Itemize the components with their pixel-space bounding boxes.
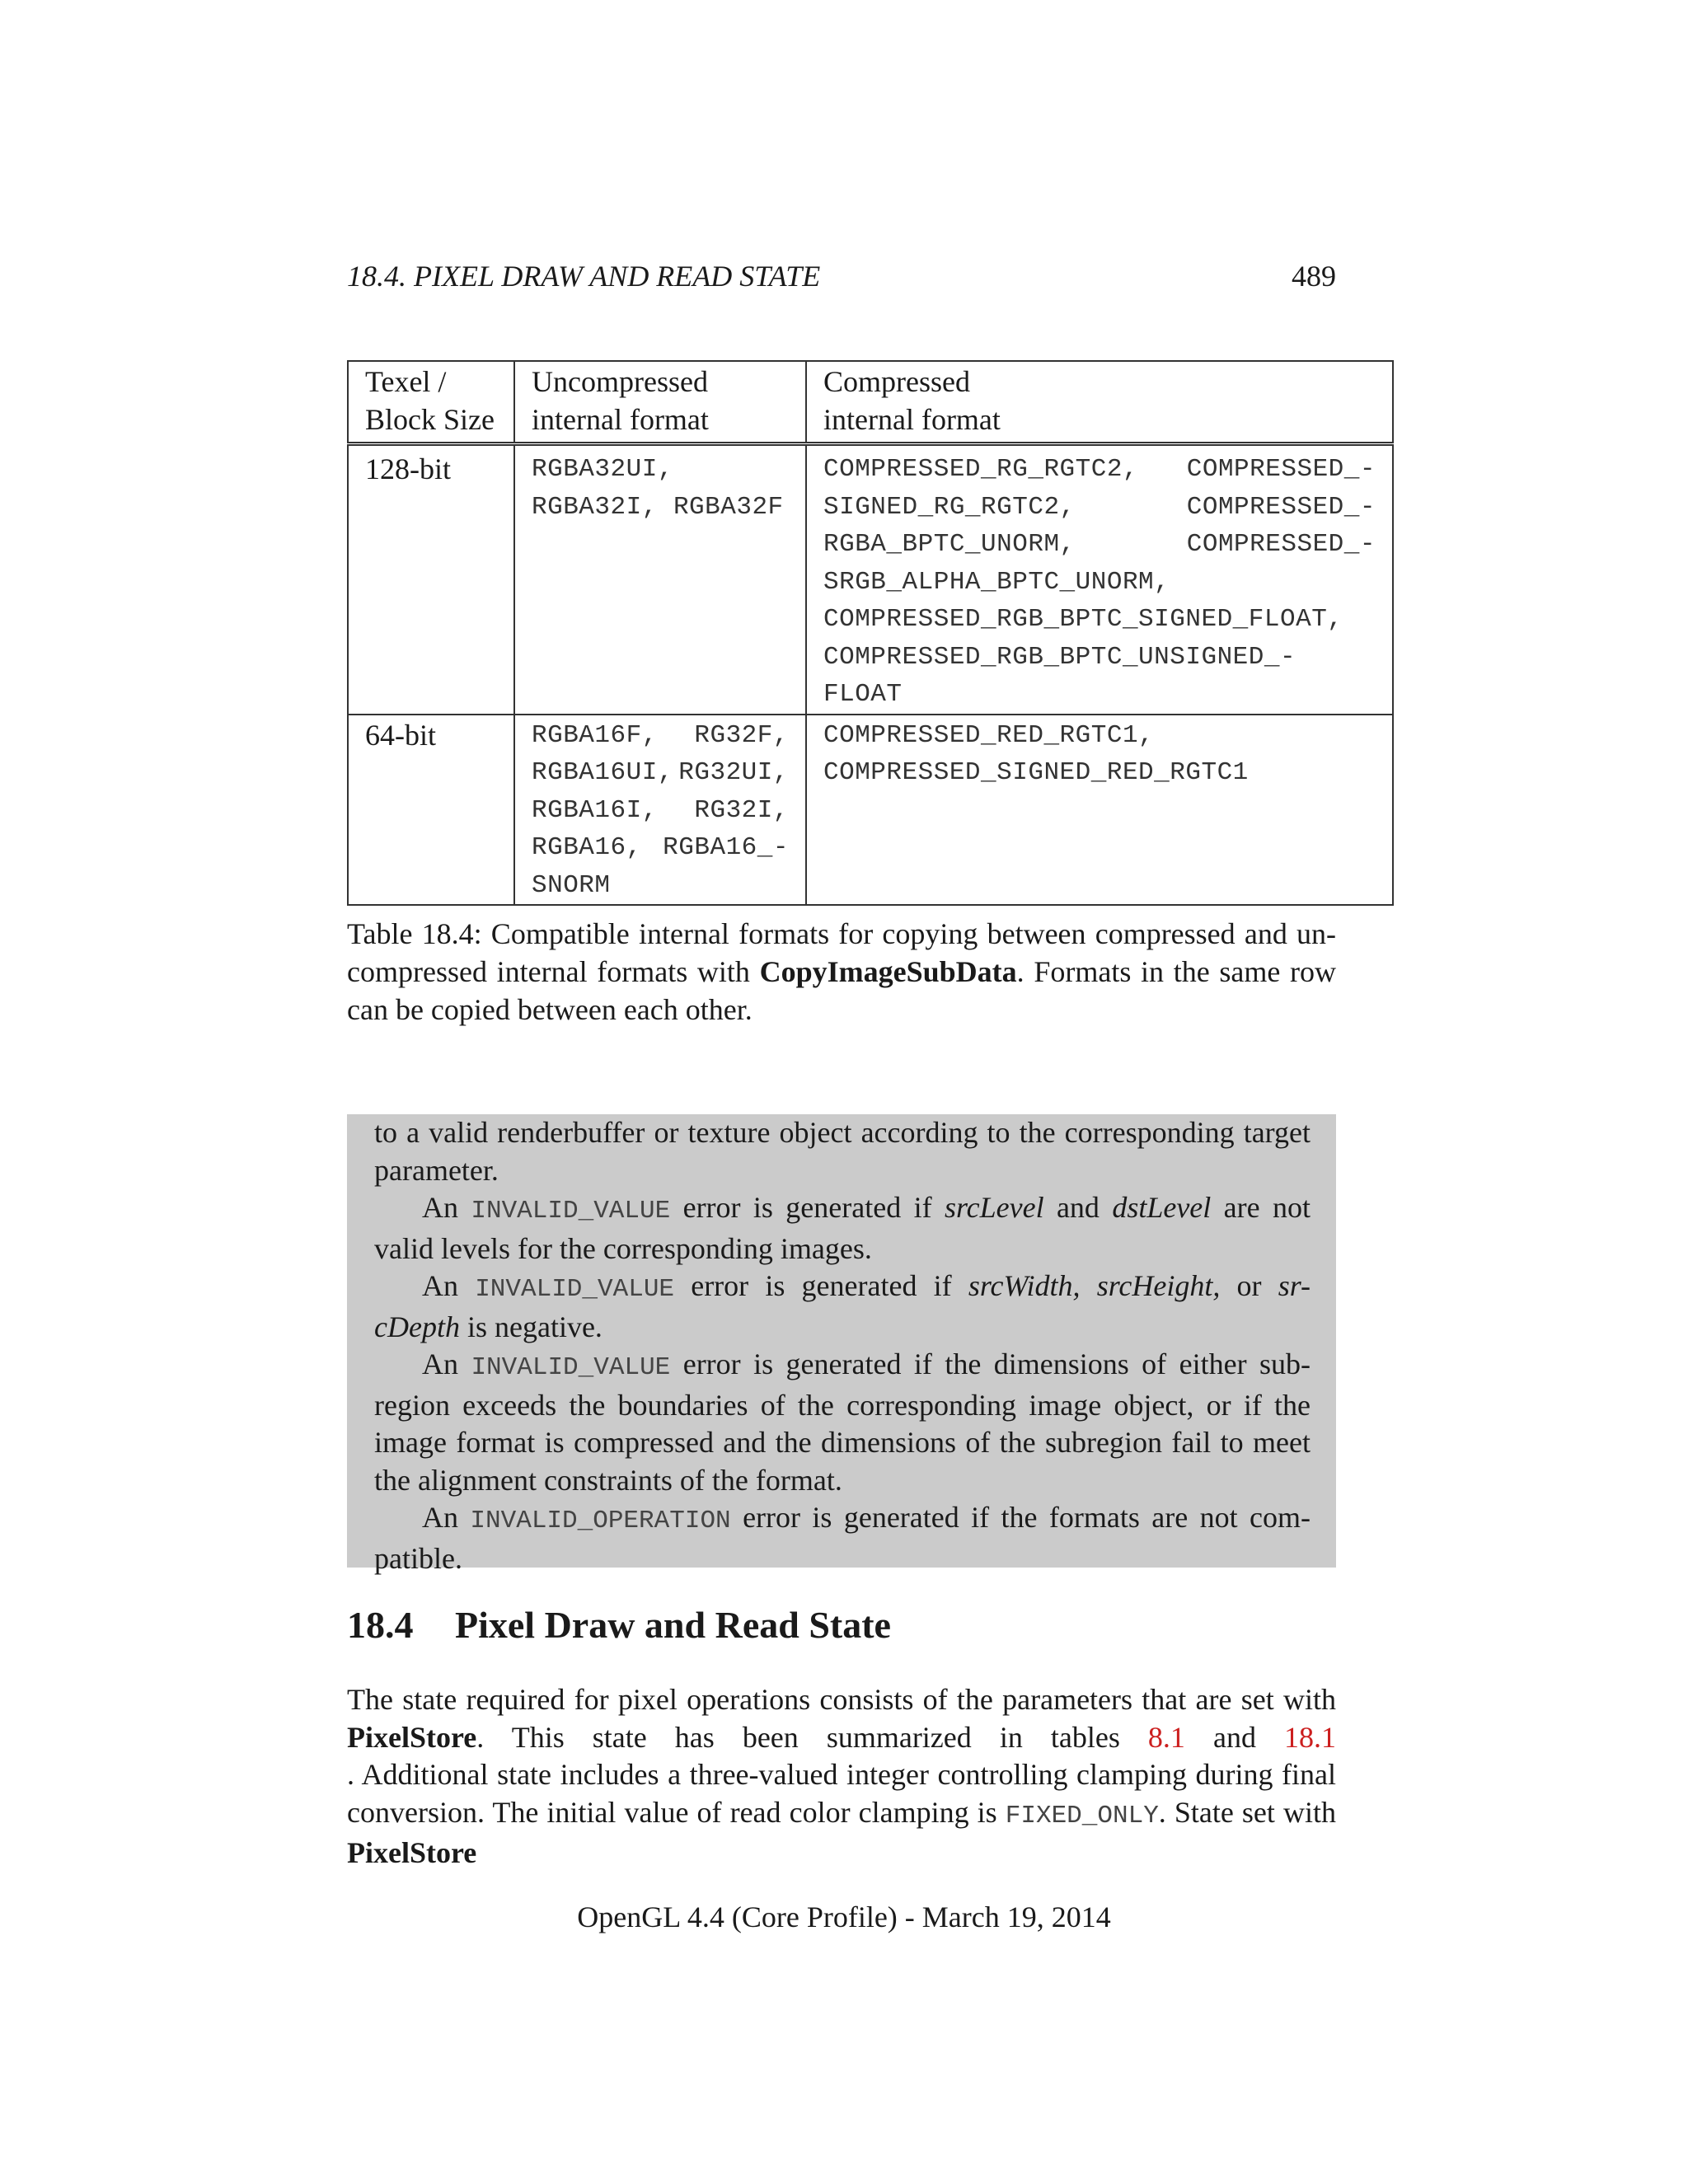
error-text: error is generated if — [691, 1269, 952, 1302]
error-code: INVALID_VALUE — [475, 1275, 675, 1304]
section-heading — [347, 1603, 891, 1647]
format-line: COMPRESSED_SIGNED_RED_RGTC1 — [823, 758, 1249, 787]
body-text: and — [1212, 1720, 1256, 1754]
caption-text: . Formats in the same row can be copied between each other. — [347, 955, 1336, 1026]
header-compressed — [806, 361, 1393, 444]
format-name: RGBA32F — [673, 492, 784, 522]
error-text: error is generated if the formats are not com- — [743, 1501, 1311, 1534]
error-text: An — [422, 1347, 458, 1380]
table-row — [348, 715, 1393, 906]
compressed-formats-cell — [806, 715, 1393, 906]
inline-code: FIXED_ONLY — [1005, 1801, 1159, 1830]
page-number: 489 — [1292, 260, 1336, 293]
format-line: SNORM — [532, 870, 611, 900]
running-head — [347, 259, 1336, 300]
format-name: RGBA16UI, — [532, 758, 673, 787]
error-paragraph-srclevel — [374, 1189, 1311, 1230]
format-line — [532, 451, 789, 489]
error-text-line: the alignment constraints of the format. — [374, 1463, 842, 1497]
format-name: RG32F, — [694, 720, 789, 750]
format-line — [823, 451, 1376, 489]
header-line: internal format — [532, 402, 709, 436]
caption-command: CopyImageSubData — [759, 955, 1017, 988]
table-caption — [347, 915, 1336, 1029]
format-line: SRGB_ALPHA_BPTC_UNORM, — [823, 567, 1170, 597]
table-header-row — [348, 361, 1393, 444]
error-text: An — [422, 1501, 458, 1534]
header-line: internal format — [823, 402, 1001, 436]
error-text-line: image format is compressed and the dimensions of the subregion fail to meet — [374, 1426, 1311, 1459]
section-number: 18.4 — [347, 1604, 414, 1646]
error-text: are not — [1223, 1191, 1311, 1224]
format-name: RGBA32I, — [532, 492, 658, 522]
compatible-formats-table — [347, 360, 1394, 906]
format-name: COMPRESSED_- — [1186, 455, 1376, 484]
format-line — [532, 792, 789, 830]
error-text: or — [1236, 1269, 1262, 1302]
error-text-line: valid levels for the corresponding images. — [374, 1231, 872, 1265]
format-line: COMPRESSED_RED_RGTC1, — [823, 720, 1155, 750]
header-line: Uncompressed — [532, 365, 708, 398]
header-texel-block-size — [348, 361, 514, 444]
format-line — [532, 829, 789, 867]
error-paragraph-srcwidth — [374, 1268, 1311, 1309]
format-line: FLOAT — [823, 680, 903, 709]
format-line — [823, 526, 1376, 564]
format-line: COMPRESSED_RGB_BPTC_SIGNED_FLOAT, — [823, 605, 1343, 634]
body-paragraph — [347, 1681, 1336, 1872]
format-name: RGBA16I, — [532, 795, 658, 825]
format-name: COMPRESSED_RG_RGTC2, — [823, 455, 1139, 484]
block-size-cell: 128-bit — [348, 444, 514, 715]
error-text: and — [1056, 1191, 1100, 1224]
error-text: An — [422, 1191, 458, 1224]
param-name: srcWidth, — [968, 1269, 1081, 1302]
body-text: . This state has been summarized in tables — [476, 1720, 1120, 1754]
command-name: PixelStore — [347, 1836, 477, 1869]
section-title: Pixel Draw and Read State — [455, 1604, 891, 1646]
format-name: RGBA16, — [532, 833, 642, 862]
format-line: COMPRESSED_RGB_BPTC_UNSIGNED_- — [823, 642, 1296, 672]
param-name: dstLevel — [1112, 1191, 1212, 1224]
param-name: srcHeight, — [1096, 1269, 1221, 1302]
param-name: cDepth — [374, 1310, 460, 1343]
header-line: Compressed — [823, 365, 970, 398]
error-text: error is generated if — [682, 1191, 932, 1224]
caption-text: Table 18.4: Compatible internal formats for copying between compressed and un-compressed internal formats with — [347, 917, 1336, 988]
uncompressed-formats-cell — [514, 444, 806, 715]
table-ref-link[interactable]: 18.1 — [1284, 1720, 1337, 1754]
error-paragraph-dimensions — [374, 1346, 1311, 1387]
format-name: RG32I, — [694, 795, 789, 825]
body-text: . Additional state includes a three-valued integer controlling clamping during final conversion. The initial value of read color clamping is — [347, 1758, 1336, 1829]
command-name: PixelStore — [347, 1720, 477, 1754]
page-footer: OpenGL 4.4 (Core Profile) - March 19, 2014 — [577, 1900, 1111, 1933]
format-line — [532, 489, 789, 527]
header-line: Block Size — [365, 402, 495, 436]
format-name: COMPRESSED_- — [1186, 530, 1376, 559]
body-text-line: The state required for pixel operations consists of the parameters that are set with — [347, 1683, 1336, 1716]
error-code: INVALID_VALUE — [471, 1197, 671, 1226]
param-name: sr- — [1278, 1269, 1311, 1302]
format-name: RGBA16F, — [532, 720, 658, 750]
header-uncompressed — [514, 361, 806, 444]
error-text: error is generated if the dimensions of either sub- — [682, 1347, 1311, 1380]
error-paragraph-formats — [374, 1499, 1311, 1540]
body-text: . State set with — [1158, 1795, 1336, 1829]
format-line — [532, 754, 789, 792]
running-head-section: 18.4. PIXEL DRAW AND READ STATE — [347, 260, 821, 293]
compressed-formats-cell — [806, 444, 1393, 715]
format-line — [823, 489, 1376, 527]
format-name: SIGNED_RG_RGTC2, — [823, 492, 1076, 522]
header-line: Texel / — [365, 365, 447, 398]
error-text-line: region exceeds the boundaries of the corresponding image object, or if the — [374, 1388, 1311, 1422]
error-text: is negative. — [467, 1310, 603, 1343]
error-code: INVALID_OPERATION — [470, 1507, 731, 1535]
error-text: An — [422, 1269, 458, 1302]
errors-box — [347, 1114, 1336, 1575]
param-name: srcLevel — [944, 1191, 1044, 1224]
format-name: RG32UI, — [678, 758, 789, 787]
format-name: COMPRESSED_- — [1186, 492, 1376, 522]
format-name: RGBA16_- — [663, 833, 789, 862]
table-row — [348, 444, 1393, 715]
format-name: RGBA_BPTC_UNORM, — [823, 530, 1076, 559]
uncompressed-formats-cell — [514, 715, 806, 906]
body-text-line — [347, 1719, 1336, 1757]
body-text-continued — [347, 1756, 1336, 1872]
block-size-cell: 64-bit — [348, 715, 514, 906]
error-text-line: to a valid renderbuffer or texture object according to the corresponding target — [374, 1116, 1311, 1149]
table-ref-link[interactable]: 8.1 — [1147, 1720, 1185, 1754]
error-text-line: patible. — [374, 1541, 462, 1575]
error-text-line — [374, 1309, 1311, 1347]
error-code: INVALID_VALUE — [471, 1353, 671, 1382]
error-text-line: parameter. — [374, 1153, 499, 1187]
format-name: RGBA32UI, — [532, 455, 673, 484]
format-line — [532, 717, 789, 755]
body-text-run — [347, 1721, 1336, 1754]
